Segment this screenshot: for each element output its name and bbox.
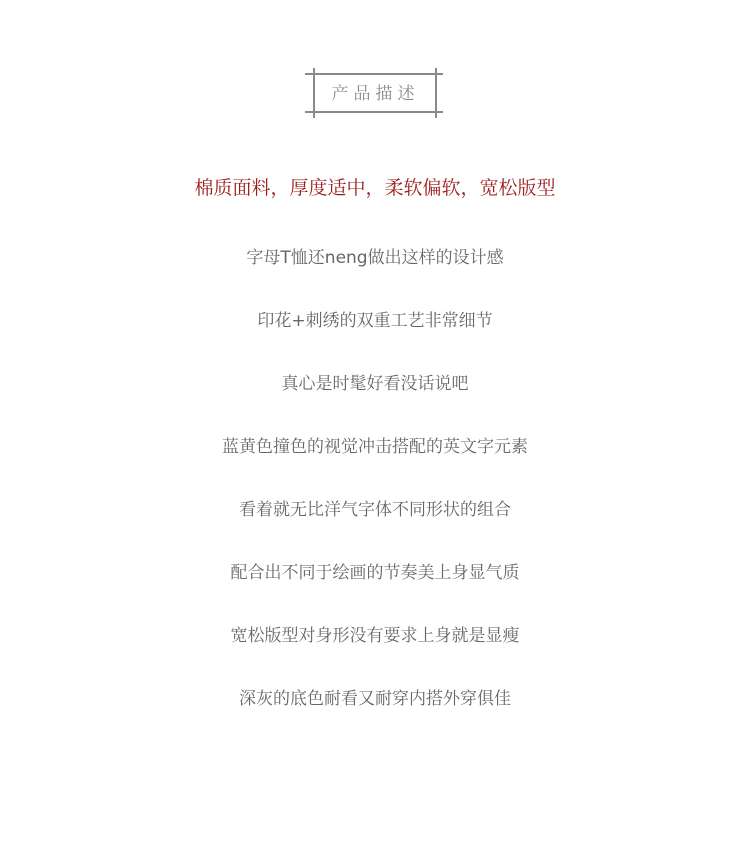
section-title: 产品描述 — [331, 84, 420, 104]
description-line: 蓝黄色撞色的视觉冲击搭配的英文字元素 — [222, 437, 528, 457]
description-line: 宽松版型对身形没有要求上身就是显瘦 — [230, 626, 520, 646]
description-line: 看着就无比洋气字体不同形状的组合 — [239, 500, 511, 520]
section-title-frame — [305, 68, 443, 118]
description-line: 字母T恤还neng做出这样的设计感 — [246, 248, 504, 268]
frame-top-line — [305, 73, 443, 75]
description-line: 配合出不同于绘画的节奏美上身显气质 — [230, 563, 520, 583]
product-headline: 棉质面料，厚度适中，柔软偏软，宽松版型 — [194, 177, 556, 199]
description-line: 印花+刺绣的双重工艺非常细节 — [257, 311, 493, 331]
description-line: 真心是时髦好看没话说吧 — [281, 374, 469, 394]
description-list — [0, 245, 750, 749]
description-line: 深灰的底色耐看又耐穿内搭外穿俱佳 — [239, 689, 511, 709]
frame-bottom-line — [305, 111, 443, 113]
